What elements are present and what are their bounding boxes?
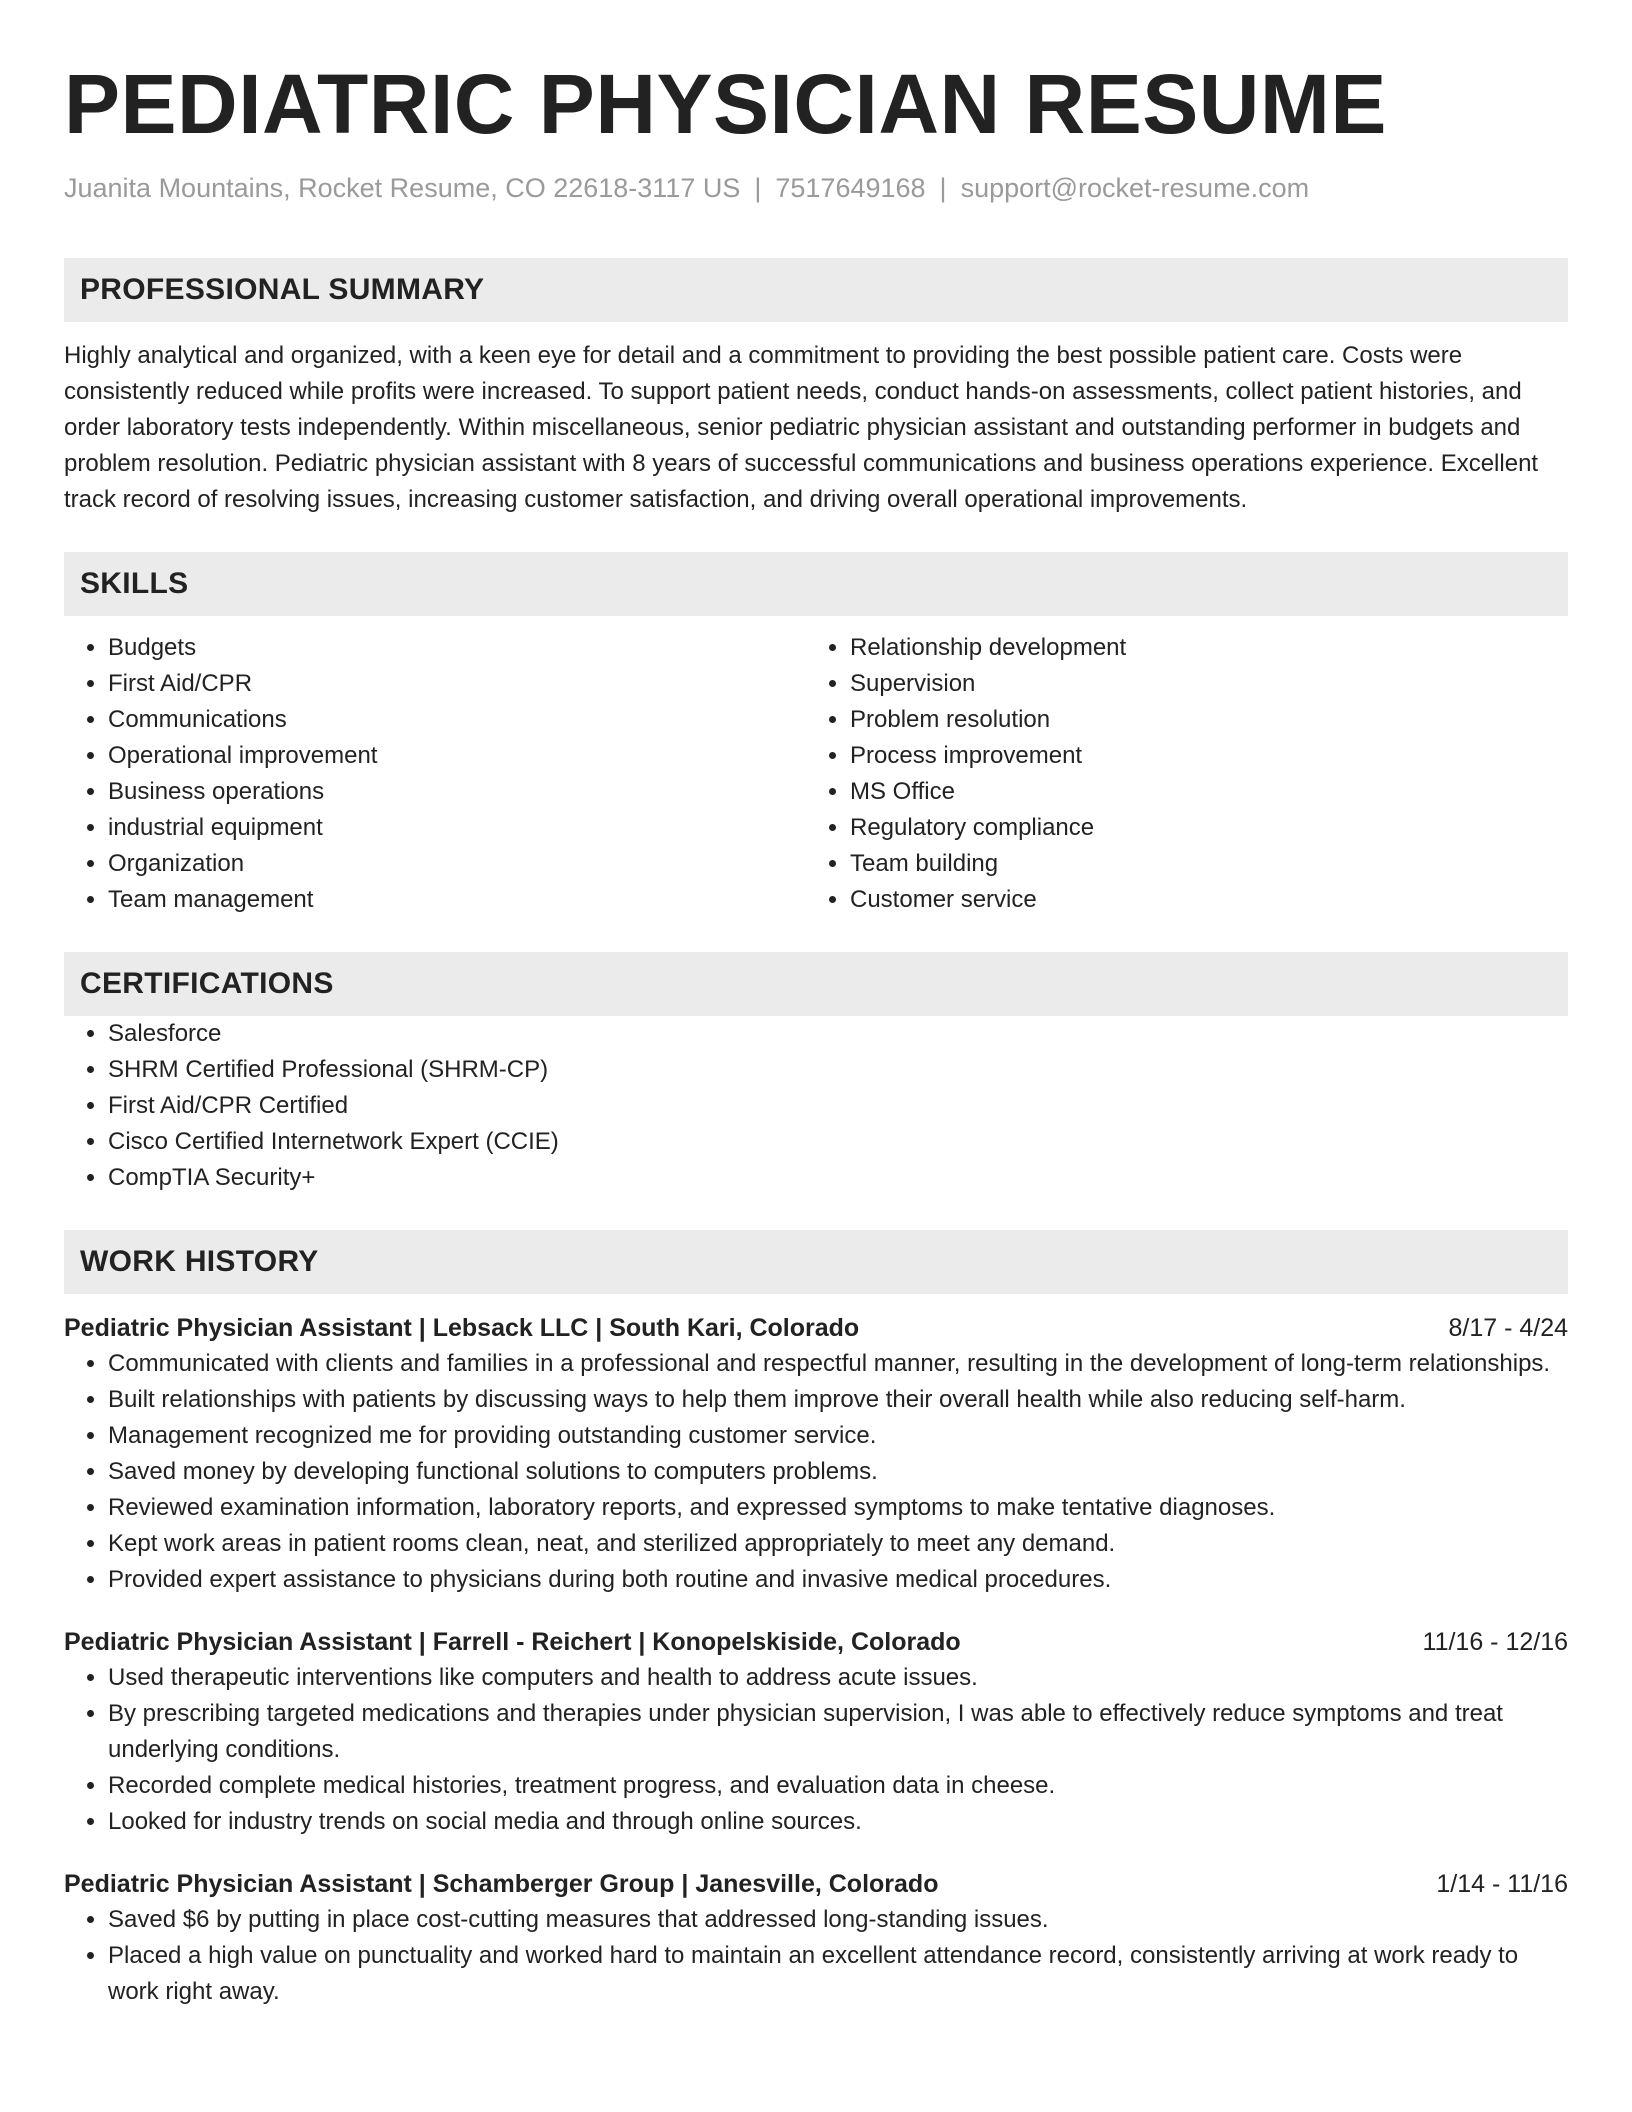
summary-text: Highly analytical and organized, with a keen eye for detail and a commitment to providing the best possible patient care. Costs were consistently reduced while profits were increased. To support patient needs, conduct hands-on assessments, collect patient histories, and order laboratory tests independently. Within miscellaneous, senior pediatric physician assistant and outstanding performer in budgets and problem resolution. Pediatric physician assistant with 8 years of successful communications and business operations experience. Excellent track record of resolving issues, increasing customer satisfaction, and driving overall operational improvements. xyxy=(64,342,1539,513)
job-bullets xyxy=(64,1346,1568,1598)
job-dates: 1/14 - 11/16 xyxy=(1436,1870,1568,1898)
skills-list-right xyxy=(806,630,1548,918)
skills-list-left xyxy=(64,630,806,918)
job-title: Pediatric Physician Assistant | Schamberger Group | Janesville, Colorado xyxy=(64,1870,939,1898)
job-dates: 8/17 - 4/24 xyxy=(1448,1314,1568,1342)
job-bullets xyxy=(64,1660,1568,1840)
skills-columns xyxy=(64,630,1568,918)
certification-item: • First Aid/CPR Certified xyxy=(108,1088,1568,1124)
job-bullet: • Recorded complete medical histories, treatment progress, and evaluation data in cheese. xyxy=(108,1768,1568,1804)
summary-heading: PROFESSIONAL SUMMARY xyxy=(64,258,1568,322)
job-entry xyxy=(64,1866,1568,2010)
skill-item: • Supervision xyxy=(850,666,1548,702)
job-bullet: • Used therapeutic interventions like computers and health to address acute issues. xyxy=(108,1660,1568,1696)
job-bullet: • Management recognized me for providing outstanding customer service. xyxy=(108,1418,1568,1454)
certifications-list xyxy=(64,1016,1568,1196)
job-entry xyxy=(64,1310,1568,1598)
certifications-heading: CERTIFICATIONS xyxy=(64,952,1568,1016)
skills-heading: SKILLS xyxy=(64,552,1568,616)
job-dates: 11/16 - 12/16 xyxy=(1422,1628,1568,1656)
resume-title: PEDIATRIC PHYSICIAN RESUME xyxy=(64,57,1387,151)
job-bullet: • By prescribing targeted medications and therapies under physician supervision, I was able to effectively reduce symptoms and treat underlying conditions. xyxy=(108,1696,1568,1768)
contact-email: support@rocket-resume.com xyxy=(960,173,1310,203)
job-bullet: • Built relationships with patients by discussing ways to help them improve their overall health while also reducing self-harm. xyxy=(108,1382,1568,1418)
certification-item: • Salesforce xyxy=(108,1016,1568,1052)
job-bullet: • Placed a high value on punctuality and worked hard to maintain an excellent attendance record, consistently arriving at work ready to work right away. xyxy=(108,1938,1568,2010)
skill-item: • Organization xyxy=(108,846,806,882)
skill-item: • Communications xyxy=(108,702,806,738)
work-history-heading: WORK HISTORY xyxy=(64,1230,1568,1294)
skill-item: • Process improvement xyxy=(850,738,1548,774)
contact-separator: | xyxy=(754,173,762,203)
skill-item: • Business operations xyxy=(108,774,806,810)
certification-item: • CompTIA Security+ xyxy=(108,1160,1568,1196)
contact-address: Juanita Mountains, Rocket Resume, CO 22618-3117 US xyxy=(64,173,741,203)
skill-item: • Relationship development xyxy=(850,630,1548,666)
skills-column-left xyxy=(64,630,806,918)
job-header xyxy=(64,1624,1568,1660)
job-entry xyxy=(64,1624,1568,1840)
skill-item: • industrial equipment xyxy=(108,810,806,846)
skill-item: • Team management xyxy=(108,882,806,918)
job-bullet: • Reviewed examination information, laboratory reports, and expressed symptoms to make tentative diagnoses. xyxy=(108,1490,1568,1526)
contact-separator: | xyxy=(939,173,947,203)
job-bullet: • Saved $6 by putting in place cost-cutting measures that addressed long-standing issues. xyxy=(108,1902,1568,1938)
skill-item: • First Aid/CPR xyxy=(108,666,806,702)
skill-item: • Problem resolution xyxy=(850,702,1548,738)
job-bullets xyxy=(64,1902,1568,2010)
job-bullet: • Looked for industry trends on social media and through online sources. xyxy=(108,1804,1568,1840)
contact-phone: 7517649168 xyxy=(775,173,926,203)
skill-item: • MS Office xyxy=(850,774,1548,810)
job-bullet: • Provided expert assistance to physicians during both routine and invasive medical procedures. xyxy=(108,1562,1568,1598)
skill-item: • Operational improvement xyxy=(108,738,806,774)
skills-column-right xyxy=(806,630,1548,918)
skill-item: • Regulatory compliance xyxy=(850,810,1548,846)
job-bullet: • Kept work areas in patient rooms clean, neat, and sterilized appropriately to meet any demand. xyxy=(108,1526,1568,1562)
contact-line xyxy=(64,170,1568,206)
job-bullet: • Communicated with clients and families in a professional and respectful manner, resulting in the development of long-term relationships. xyxy=(108,1346,1568,1382)
job-header xyxy=(64,1866,1568,1902)
certification-item: • Cisco Certified Internetwork Expert (CCIE) xyxy=(108,1124,1568,1160)
skill-item: • Customer service xyxy=(850,882,1548,918)
certification-item: • SHRM Certified Professional (SHRM-CP) xyxy=(108,1052,1568,1088)
job-header xyxy=(64,1310,1568,1346)
job-bullet: • Saved money by developing functional solutions to computers problems. xyxy=(108,1454,1568,1490)
skill-item: • Budgets xyxy=(108,630,806,666)
job-title: Pediatric Physician Assistant | Lebsack LLC | South Kari, Colorado xyxy=(64,1314,860,1342)
skill-item: • Team building xyxy=(850,846,1548,882)
job-title: Pediatric Physician Assistant | Farrell - Reichert | Konopelskiside, Colorado xyxy=(64,1628,961,1656)
